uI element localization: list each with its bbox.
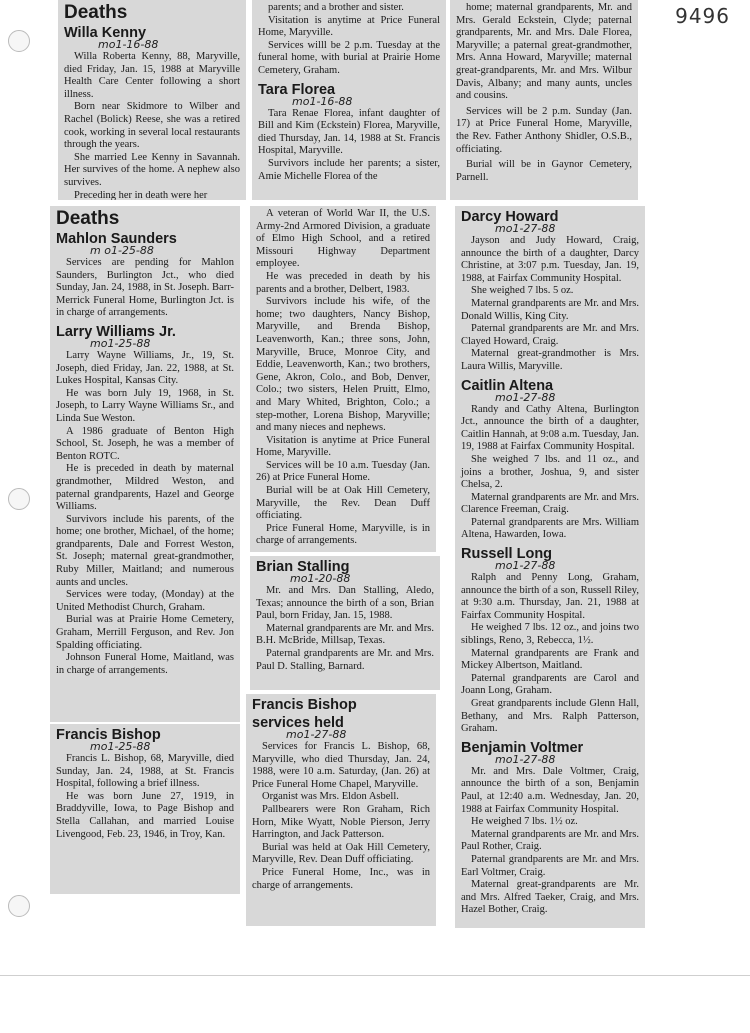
handwritten-date: mo1-27-88 xyxy=(495,222,556,235)
paragraph: He was born July 19, 1968, in St. Joseph, to Larry Wayne Williams Sr., and Linda Sue Weston. xyxy=(56,387,234,424)
entry-name: Francis Bishop xyxy=(56,727,161,743)
paragraph: Randy and Cathy Altena, Burlington Jct., announce the birth of a daughter, Caitlin Hannah, at 9:08 a.m. Tuesday, Jan. 19, 1988 at Fairfax Community Hospital. xyxy=(461,403,639,453)
paragraph: She married Lee Kenny in Savannah. Her survives of the home. A nephew also survives. xyxy=(64,151,240,188)
paragraph: Visitation is anytime at Price Funeral Home, Maryville. xyxy=(258,14,440,39)
paragraph: Paternal grandparents are Mr. and Mrs. Clayed Howard, Craig. xyxy=(461,323,639,347)
handwritten-date: mo1-25-88 xyxy=(90,336,151,350)
section-title: Deaths xyxy=(64,2,128,23)
handwritten-date: mo1-27-88 xyxy=(286,728,347,741)
entry-name: Larry Williams Jr. xyxy=(56,323,176,340)
paragraph: Maternal grandparents are Mr. and Mrs. Clarence Freeman, Craig. xyxy=(461,491,639,516)
paragraph: He was born June 27, 1919, in Braddyville, Iowa, to Page Bishop and Stella Callahan, and married Louise Livengood, Feb. 23, 1946, in Troy, Kan. xyxy=(56,790,234,840)
binder-hole xyxy=(8,488,30,510)
handwritten-date: mo1-27-88 xyxy=(495,390,556,404)
paragraph: Mr. and Mrs. Dale Voltmer, Craig, announce the birth of a son, Benjamin Paul, at 12:40 a.m. Wednesday, Jan. 20, 1988 at Fairfax Community Hospital. xyxy=(461,765,639,815)
handwritten-date: mo1-20-88 xyxy=(290,572,351,585)
paragraph: Burial was at Prairie Home Cemetery, Graham, Merrill Ferguson, and Rev. Jon Spalding officiating. xyxy=(56,614,234,651)
paragraph: Paternal grandparents are Carol and Joann Long, Graham. xyxy=(461,672,639,697)
clipping-willa-kenny xyxy=(58,0,246,200)
paragraph: Ralph and Penny Long, Graham, announce the birth of a son, Russell Riley, at 9:30 a.m. Thursday, Jan. 21, 1988 at Fairfax Community Hospital. xyxy=(461,572,639,621)
paragraph: Great grandparents include Glenn Hall, Bethany, and Mrs. Ralph Patterson, Graham. xyxy=(461,698,639,735)
entry-name: Willa Kenny xyxy=(64,25,147,41)
clipping-deaths-left xyxy=(50,206,240,722)
handwritten-date: mo1-27-88 xyxy=(495,752,556,766)
handwritten-date: mo1-16-88 xyxy=(98,38,159,51)
clipping-bishop-continued xyxy=(250,206,436,552)
paragraph: Services were today, (Monday) at the United Methodist Church, Graham. xyxy=(56,589,234,613)
paragraph: Burial will be in Gaynor Cemetery, Parnell. xyxy=(456,159,632,183)
page-fold-line xyxy=(0,975,750,976)
entry-name: Caitlin Altena xyxy=(461,377,554,394)
clipping-francis-bishop xyxy=(50,724,240,894)
paragraph: Survivors include her parents; a sister, Amie Michelle Florea of the xyxy=(258,157,440,182)
paragraph: He weighed 7 lbs. 12 oz., and joins two siblings, Reno, 3, Rebecca, 1½. xyxy=(461,622,639,647)
paragraph: Johnson Funeral Home, Maitland, was in charge of arrangements. xyxy=(56,652,234,676)
paragraph: Maternal grandparents are Mr. and Mrs. B.H. McBride, Millsap, Texas. xyxy=(256,622,434,647)
entry-name: Tara Florea xyxy=(258,81,336,98)
paragraph: home; maternal grandparents, Mr. and Mrs. Gerald Eckstein, Clyde; paternal grandparents, Mr. and Mrs. Dale Florea, Maryville; a paternal great-grandmother, Mrs. Anna Howard, Maryville; maternal great-grandparents, Mr. and Mrs. Wilbur Davis, Albany; and many aunts, uncles and cousins. xyxy=(456,2,632,102)
paragraph: Services for Francis L. Bishop, 68, Maryville, who died Thursday, Jan. 24, 1988, were 10 a.m. Saturday, (Jan. 26) at Price Funeral Home Chapel, Maryville. xyxy=(252,741,430,790)
paragraph: Francis L. Bishop, 68, Maryville, died Sunday, Jan. 24, 1988, at St. Francis Hospital, following a brief illness. xyxy=(56,753,234,790)
entry-name: Francis Bishop xyxy=(252,697,357,713)
paragraph: Services are pending for Mahlon Saunders, Burlington Jct., who died Sunday, Jan. 24, 1988, in St. Joseph. Barr-Merrick Funeral Home, Burlington Jct. is in charge of arrangements. xyxy=(56,257,234,319)
paragraph: He is preceded in death by maternal grandmother, Mildred Weston, and paternal grandparents, Hazel and George Williams. xyxy=(56,463,234,513)
clipping-births xyxy=(455,206,645,928)
paragraph: He was preceded in death by his parents and a brother, Delbert, 1983. xyxy=(256,270,430,295)
clipping-bishop-services xyxy=(246,694,436,926)
entry-name: Benjamin Voltmer xyxy=(461,739,584,756)
handwritten-date: mo1-16-88 xyxy=(292,94,353,108)
binder-hole xyxy=(8,30,30,52)
paragraph: Price Funeral Home, Maryville, is in charge of arrangements. xyxy=(256,522,430,547)
paragraph: Services will be 10 a.m. Tuesday (Jan. 26) at Price Funeral Home. xyxy=(256,459,430,484)
paragraph: Paternal grandparents are Mr. and Mrs. Paul D. Stalling, Barnard. xyxy=(256,647,434,672)
entry-name: Mahlon Saunders xyxy=(56,231,177,247)
entry-name: Russell Long xyxy=(461,546,553,563)
paragraph: Willa Roberta Kenny, 88, Maryville, died Friday, Jan. 15, 1988 at Maryville Health Care Center following a short illness. xyxy=(64,51,240,100)
paragraph: Preceding her in death were her xyxy=(74,189,208,200)
section-title: Deaths xyxy=(56,208,120,229)
paragraph: Burial was held at Oak Hill Cemetery, Maryville, Rev. Dean Duff officiating. xyxy=(252,841,430,866)
paragraph: Survivors include his wife, of the home; two daughters, Nancy Bishop, Maryville, and Brenda Bishop, Leavenworth, Kan.; three sons, John, Maryville, Bruce, Monroe City, and Eddie, Leavenworth, Kan.; two brothers, Gene, Akron, Colo., and Bob, Denver, Colo.; two sisters, Helen Pruitt, Elmo, and Mary Whited, Brighton, Colo.; a step-mother, Lorena Bishop, Maryville; and many nieces and nephews. xyxy=(256,296,430,434)
paragraph: She weighed 7 lbs. and 11 oz., and joins a brother, Joshua, 9, and sister Chelsa, 2. xyxy=(461,453,639,491)
paragraph: Paternal grandparents are Mrs. William Altena, Hawarden, Iowa. xyxy=(461,516,639,541)
paragraph: Visitation is anytime at Price Funeral Home, Maryville. xyxy=(256,434,430,459)
entry-name-line2: services held xyxy=(252,715,344,731)
paragraph: Pallbearers were Ron Graham, Rich Horn, Mike Wyatt, Noble Pierson, Jerry Harrington, and Jack Patterson. xyxy=(252,803,430,841)
page-number: 9496 xyxy=(675,4,730,28)
paragraph: Larry Wayne Williams, Jr., 19, St. Joseph, died Friday, Jan. 22, 1988, at St. Lukes Hospital, Kansas City. xyxy=(56,349,234,387)
handwritten-date: mo1-25-88 xyxy=(90,740,151,753)
paragraph: parents; and a brother and sister. xyxy=(268,2,404,13)
clipping-tara-florea xyxy=(252,0,446,200)
paragraph: He weighed 7 lbs. 1½ oz. xyxy=(471,816,578,828)
paragraph: A veteran of World War II, the U.S. Army-2nd Armored Division, a graduate of Elmo High School, and a retired Missouri Highway Department employee. xyxy=(256,208,430,270)
paragraph: Born near Skidmore to Wilber and Rachel (Bolick) Reese, she was a retired cook, working in several local restaurants through the years. xyxy=(64,101,240,151)
paragraph: Burial will be at Oak Hill Cemetery, Maryville, the Rev. Dean Duff officiating. xyxy=(256,485,430,522)
paragraph: Paternal grandparents are Mr. and Mrs. Earl Voltmer, Craig. xyxy=(461,853,639,878)
entry-name: Darcy Howard xyxy=(461,209,559,225)
paragraph: Price Funeral Home, Inc., was in charge of arrangements. xyxy=(252,866,430,891)
paragraph: A 1986 graduate of Benton High School, St. Joseph, he was a member of Benton ROTC. xyxy=(56,425,234,462)
paragraph: Organist was Mrs. Eldon Asbell. xyxy=(262,791,399,803)
paragraph: Maternal great-grandparents are Mr. and Mrs. Alfred Taeker, Craig, and Mrs. Hazel Bother, Craig. xyxy=(461,879,639,916)
paragraph: Maternal grandparents are Frank and Mickey Albertson, Maitland. xyxy=(461,647,639,672)
entry-name: Brian Stalling xyxy=(256,559,350,575)
paragraph: Services willl be 2 p.m. Tuesday at the funeral home, with burial at Prairie Home Cemetery, Graham. xyxy=(258,39,440,76)
paragraph: Maternal grandparents are Mr. and Mrs. Paul Rother, Craig. xyxy=(461,828,639,853)
paragraph: Jayson and Judy Howard, Craig, announce the birth of a daughter, Darcy Christine, at 3:07 p.m. Tuesday, Jan. 19, 1988, at Fairfax Community Hospital. xyxy=(461,235,639,284)
paragraph: Maternal great-grandmother is Mrs. Laura Willis, Maryville. xyxy=(461,348,639,372)
paragraph: Tara Renae Florea, infant daughter of Bill and Kim (Eckstein) Florea, Maryville, died Thursday, Jan. 14, 1988 at St. Francis Hospital, Maryville. xyxy=(258,107,440,157)
paragraph: Survivors include his parents, of the home; one brother, Michael, of the home; grandparents, Dale and Forrest Weston, St. Joseph; maternal great-grandmother, Ruby Miller, Maitland; and numerous aunts and uncles. xyxy=(56,513,234,588)
binder-hole xyxy=(8,895,30,917)
paragraph: Mr. and Mrs. Dan Stalling, Aledo, Texas; announce the birth of a son, Brian Paul, born Friday, Jan. 15, 1988. xyxy=(256,585,434,622)
handwritten-date: m o1-25-88 xyxy=(90,244,154,257)
clipping-florea-continued xyxy=(450,0,638,200)
paragraph: Maternal grandparents are Mr. and Mrs. Donald Willis, King City. xyxy=(461,297,639,322)
clipping-brian-stalling xyxy=(250,556,440,690)
handwritten-date: mo1-27-88 xyxy=(495,559,556,573)
paragraph: She weighed 7 lbs. 5 oz. xyxy=(471,285,574,297)
paragraph: Services will be 2 p.m. Sunday (Jan. 17) at Price Funeral Home, Maryville, the Rev. Father Anthony Shidler, O.S.B., officiating. xyxy=(456,105,632,155)
